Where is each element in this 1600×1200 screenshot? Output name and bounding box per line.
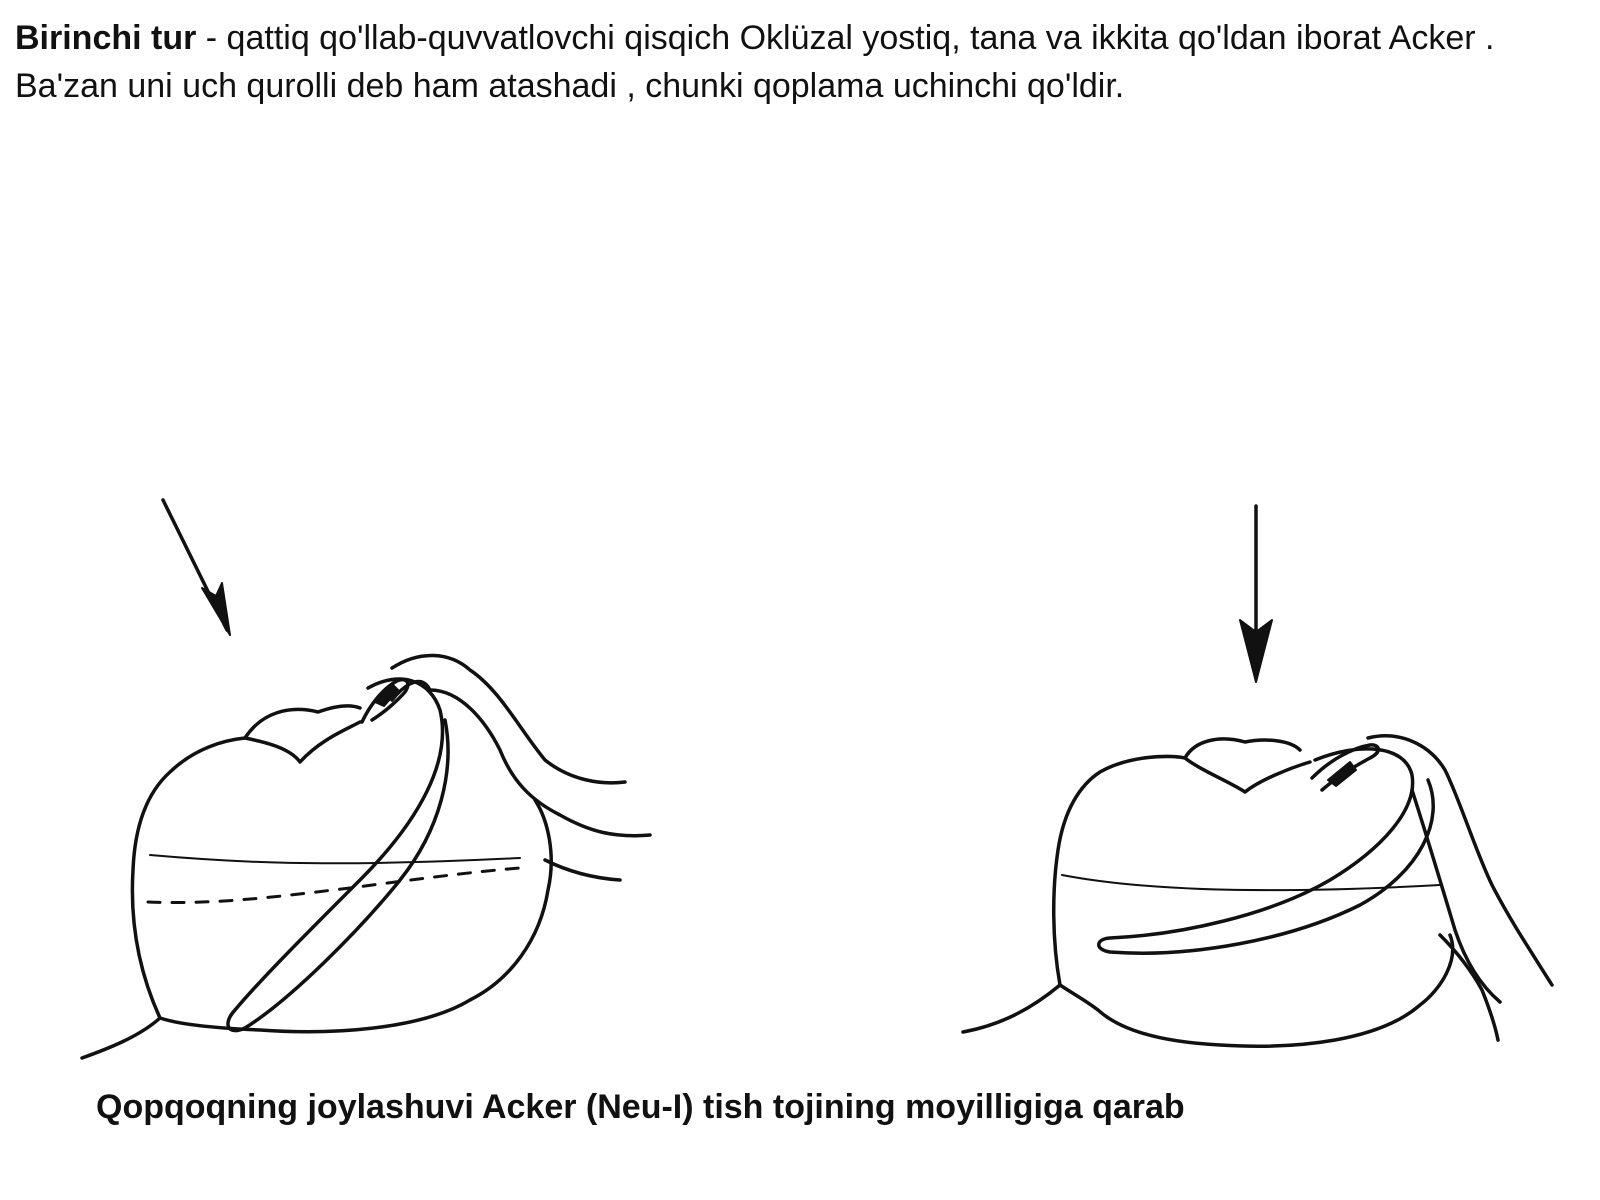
connector-lower-right xyxy=(1440,935,1498,1040)
gum-line-right xyxy=(963,985,1098,1032)
crown-outline xyxy=(132,681,551,1031)
clasp-body xyxy=(392,655,650,835)
clasp-body-right xyxy=(1368,736,1552,1002)
figure-caption: Qopqoqning joylashuvi Acker (Neu-I) tish tojining moyilligiga qarab xyxy=(96,1088,1185,1126)
tilted-crown-clasp-illustration xyxy=(82,500,650,1058)
crown-cusp-right xyxy=(1185,758,1310,792)
gum-line xyxy=(82,1018,160,1058)
diagonal-arrow-icon xyxy=(163,500,230,635)
upright-crown-clasp-illustration xyxy=(963,506,1552,1046)
intro-bold-term: Birinchi tur xyxy=(15,19,197,57)
connector-lower xyxy=(545,860,620,880)
crown-cusp xyxy=(245,722,360,762)
crown-equator-line xyxy=(150,855,520,863)
vertical-arrow-icon xyxy=(1240,506,1272,682)
crown-dashed-line xyxy=(148,868,520,903)
intro-text: - qattiq qo'llab-quvvatlovchi qisqich Oklüzal yostiq, tana va ikkita qo'ldan iborat Acker . Ba'zan uni uch qurolli deb ham atashadi , chunki qoplama uchinchi qo'ldir. xyxy=(15,19,1495,105)
